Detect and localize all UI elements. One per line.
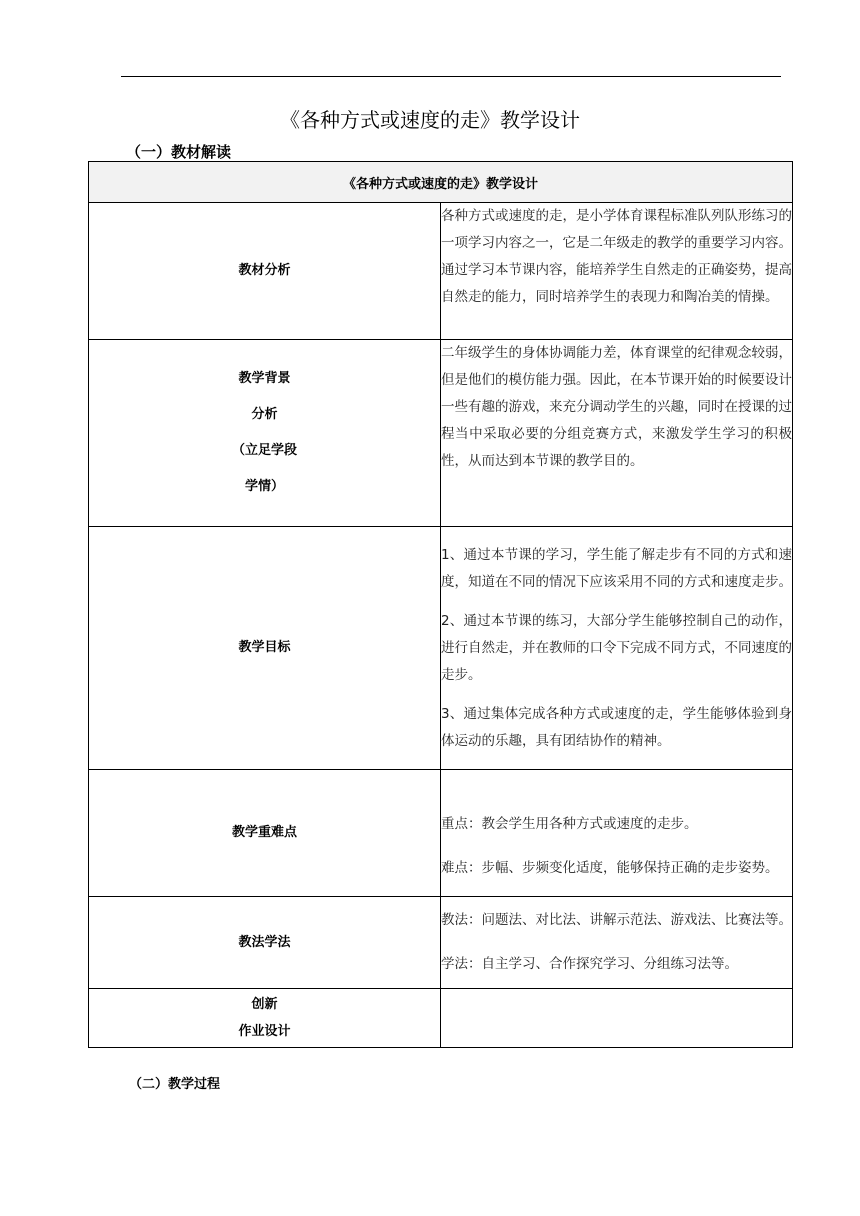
row-label-key-points: 教学重难点 [89, 770, 441, 897]
row-content-key-points [441, 770, 793, 897]
objective-item: 2、通过本节课的练习，大部分学生能够控制自己的动作，进行自然走，并在教师的口令下完成不同方式，不同速度的走步。 [441, 612, 792, 683]
section-heading-process: （二）教学过程 [129, 1077, 221, 1092]
difficult-point: 难点：步幅、步频变化适度，能够保持正确的走步姿势。 [441, 859, 779, 876]
table-header: 《各种方式或速度的走》教学设计 [89, 162, 793, 203]
row-content-objectives [441, 527, 793, 770]
document-title: 《各种方式或速度的走》教学设计 [280, 108, 580, 132]
table-row [89, 340, 793, 527]
design-table [88, 161, 793, 1048]
table-row [89, 527, 793, 770]
label-line: 教学背景 [238, 371, 291, 386]
label-line: （立足学段 [231, 443, 297, 458]
table-row [89, 203, 793, 340]
objective-item: 1、通过本节课的学习，学生能了解走步有不同的方式和速度，知道在不同的情况下应该采用不同的方式和速度走步。 [441, 546, 792, 590]
teaching-method: 教法：问题法、对比法、讲解示范法、游戏法、比赛法等。 [441, 912, 792, 928]
key-point: 重点：教会学生用各种方式或速度的走步。 [441, 815, 698, 832]
table-row [89, 989, 793, 1048]
table-row [89, 897, 793, 989]
header-rule [121, 76, 781, 77]
content-paragraph: 二年级学生的身体协调能力差，体育课堂的纪律观念较弱，但是他们的模仿能力强。因此，在本节课开始的时候要设计一些有趣的游戏，来充分调动学生的兴趣，同时在授课的过程当中采取必要的分组竞赛方式，来激发学生学习的积极性，从而达到本节课的教学目的。 [441, 345, 792, 469]
label-line: 分析 [251, 407, 278, 422]
learning-method: 学法：自主学习、合作探究学习、分组练习法等。 [441, 956, 738, 972]
content-paragraph: 各种方式或速度的走，是小学体育课程标准队列队形练习的一项学习内容之一，它是二年级走的教学的重要学习内容。通过学习本节课内容，能培养学生自然走的正确姿势，提高自然走的能力，同时培养学生的表现力和陶冶美的情操。 [441, 208, 792, 305]
row-content-homework [441, 989, 793, 1048]
row-label-objectives: 教学目标 [89, 527, 441, 770]
row-content-background [441, 340, 793, 527]
label-line: 创新 [251, 997, 278, 1012]
row-content-material-analysis [441, 203, 793, 340]
row-content-methods [441, 897, 793, 989]
row-label-background [89, 340, 441, 527]
label-line: 作业设计 [238, 1024, 291, 1039]
objective-item: 3、通过集体完成各种方式或速度的走，学生能够体验到身体运动的乐趣，具有团结协作的精神。 [441, 705, 792, 749]
row-label-homework [89, 989, 441, 1048]
section-heading-textbook: （一）教材解读 [126, 143, 232, 161]
row-label-material-analysis: 教材分析 [89, 203, 441, 340]
row-label-methods: 教法学法 [89, 897, 441, 989]
table-row [89, 770, 793, 897]
label-line: 学情） [244, 479, 284, 494]
